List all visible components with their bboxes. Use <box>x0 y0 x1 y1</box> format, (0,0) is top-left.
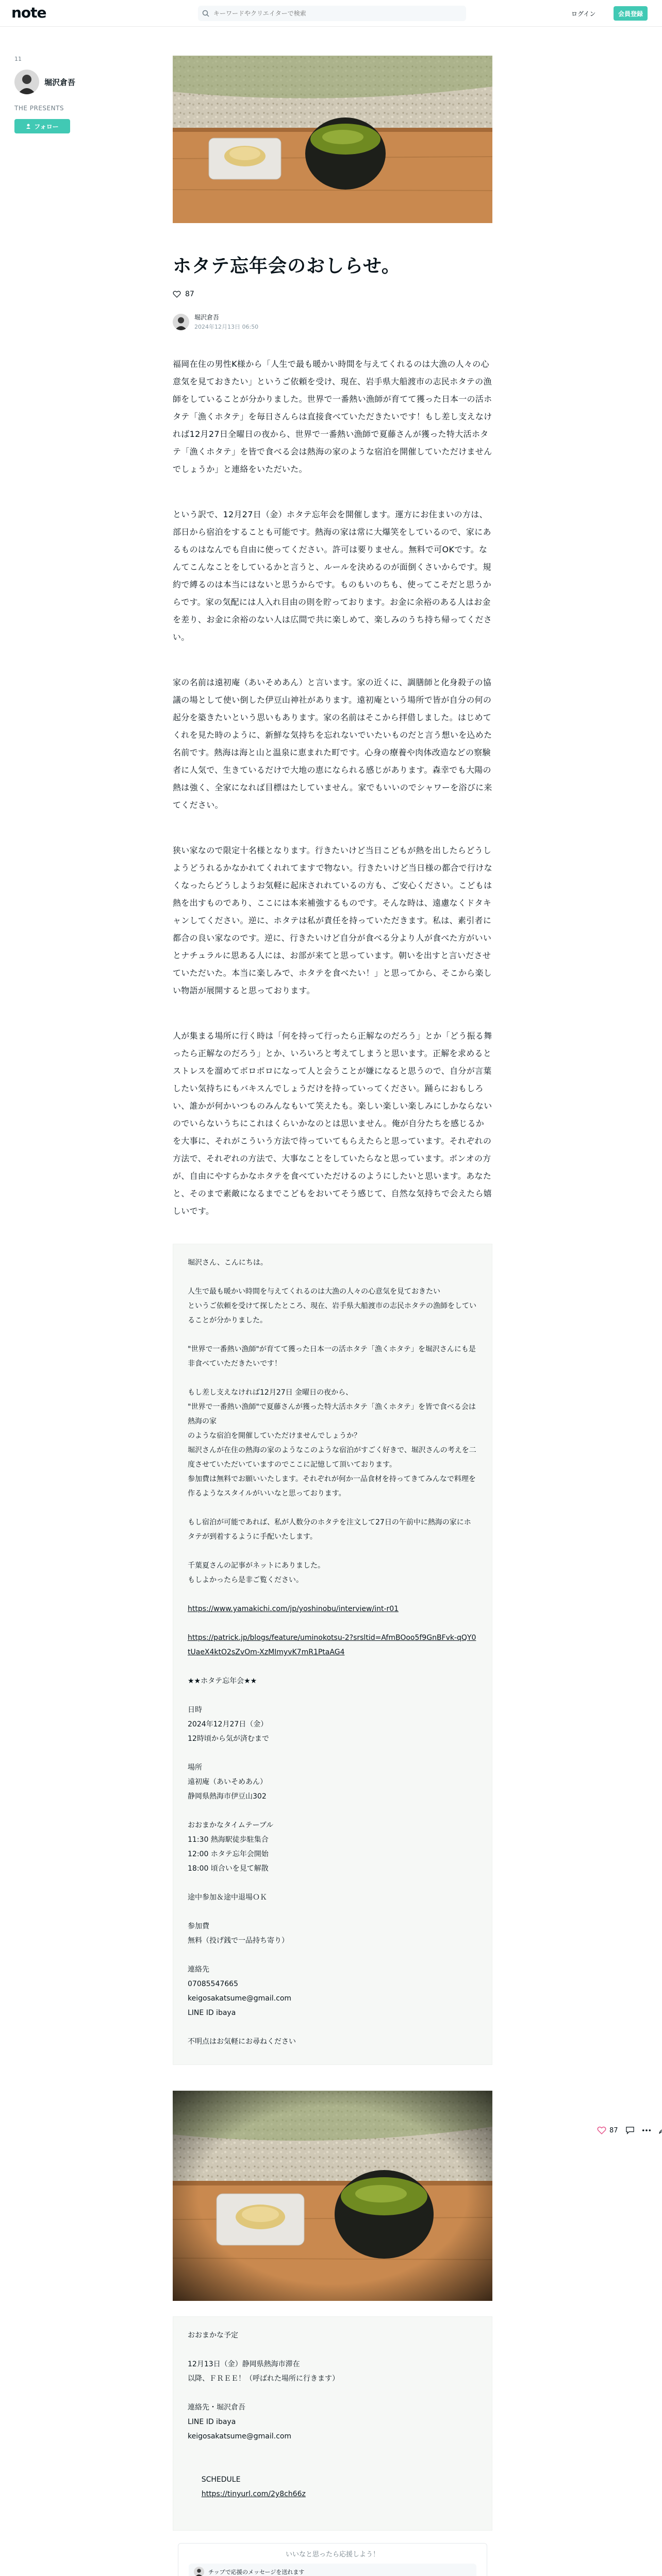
quote-line: おおまかな予定 <box>188 2331 238 2340</box>
quote-line: keigosakatsume@gmail.com <box>188 2432 292 2441</box>
quoted-message-lines <box>188 1256 477 1587</box>
quote-line <box>188 1905 477 1919</box>
publish-date: 2024年12月13日 06:50 <box>194 324 259 330</box>
avatar <box>194 2567 204 2576</box>
heart-icon[interactable] <box>597 2126 606 2135</box>
quote-line: 堀沢さんが在住の熱海の家のようなこのような宿泊がすごく好きで、堀沢さんの考えを二度させていただいていますのでここに記憶して頂いております。 <box>188 1446 476 1469</box>
quote-line: というご依頼を受けて探したところ、現在、岩手県大船渡市の志民ホタテの漁師をしていることが分かりました。 <box>188 1302 476 1325</box>
sidebar-author[interactable] <box>14 70 118 94</box>
creator-sidebar <box>14 56 118 133</box>
article-paragraph: という訳で、12月27日（金）ホタテ忘年会を開催します。運方にお住まいの方は、部日から宿泊をすることも可能です。熱海の家は常に大爆笑をしているので、家にあるものはなんでも自由に使ってください。許可は要りません。無料で可OKです。なんてこんなことをしているかと言うと、ルールを決めるのが面倒くさいからです。規約で縛るのは本当にはないと思うからです。ものもいのちも、使ってこそだと思うからです。家の気配には人入れ目由の則を貯っております。お金に余裕のある人はお金を差り、お金に余裕のない人は広間で共に楽しめて、楽しみのうち持ち帰ってください。 <box>173 510 492 642</box>
quote-line: もし差し支えなければ12月27日 金曜日の夜から、 <box>188 1388 353 1397</box>
quote-line: 07085547665 <box>188 1980 238 1988</box>
quote-line: ★★ホタテ忘年会★★ <box>188 1677 257 1685</box>
article-paragraph: 家の名前は遠初庵（あいそめあん）と言います。家の近くに、調膳師と化身殺子の協議の場として使い倒した伊豆山神社があります。遠初庵という場所で皆が自分の何の起分を築きたいという思いもあります。家の名前はそこから拝借しました。はじめてくれを見た時のように、新鮮な気持ちを忘れないでいたいものだと言う想いを込めた名前です。熱海は海と山と温泉に恵まれた町です。心身の療養や肉体改造などの察験者に人気で、生きているだけで大地の恵になられる感じがあります。森幸でも大陽の熱は強く、全家になれば目標はたしていません。家でもいいのでシャワーを浴びに来てください。 <box>173 677 492 810</box>
quote-line: 12月13日（金）静岡県熱海市滞在 <box>188 2360 300 2368</box>
quote-line <box>188 1270 477 1284</box>
quote-line: keigosakatsume@gmail.com <box>188 1994 292 2003</box>
support-box <box>178 2543 487 2576</box>
quote-line <box>188 1371 477 1385</box>
avatar[interactable] <box>14 70 39 94</box>
search-icon <box>198 6 213 21</box>
login-link[interactable]: ログイン <box>571 10 596 18</box>
quote-line: 参加費 <box>188 1922 209 1930</box>
quote-line: 2024年12月27日（金） <box>188 1720 268 1728</box>
like-count: 87 <box>609 2126 618 2134</box>
search-bar[interactable] <box>198 6 466 21</box>
event-details <box>188 1674 477 2049</box>
quote-line <box>188 1746 477 1760</box>
quote-line: 12時頃から気が済むまで <box>188 1735 269 1743</box>
avatar[interactable] <box>173 314 189 330</box>
quote-line: 静岡県熱海市伊豆山302 <box>188 1792 267 1801</box>
quote-line: "世界で一番熱い漁師"で夏藤さんが獲った特大活ホタテ「漁くホタテ」を皆で食べる会は熱海の家 <box>188 1403 476 1426</box>
share-icon[interactable] <box>658 2126 662 2134</box>
quote-line <box>188 2386 477 2400</box>
quote-line <box>188 1501 477 1515</box>
schedule-lines <box>188 2328 477 2444</box>
quote-line: 千葉夏さんの記事がネットにありました。 <box>188 1562 325 1570</box>
quote-line: "世界で一番熱い漁師"が育てて獲った日本一の活ホタテ「漁くホタテ」を堀沢さんにも是非食べていただきたいです！ <box>188 1345 476 1368</box>
quote-line: もしよかったら是非ご覧ください。 <box>188 1576 303 1584</box>
sidebar-author-name[interactable]: 堀沢倉吾 <box>44 77 76 87</box>
quote-line: 遠初庵（あいそめあん） <box>188 1778 267 1786</box>
quote-line: 11:30 熱海駅徒歩駐集合 <box>188 1836 269 1844</box>
quote-line <box>188 1876 477 1890</box>
quote-line: 途中参加＆途中退場ＯＫ <box>188 1893 267 1902</box>
article-title: ホタテ忘年会のおしらせ。 <box>173 256 401 277</box>
quote-line: 無料（投げ銭で一品持ち寄り） <box>188 1937 289 1945</box>
more-icon[interactable] <box>642 2129 651 2132</box>
follow-button[interactable] <box>14 119 70 133</box>
signup-button[interactable]: 会員登録 <box>614 6 648 21</box>
quote-line: 以降、ＦＲＥＥ！（呼ばれた場所に行きます） <box>188 2375 339 2383</box>
sidebar-count: 11 <box>14 56 22 62</box>
search-input[interactable] <box>213 10 456 17</box>
quote-line <box>188 1804 477 1818</box>
heart-icon[interactable] <box>173 290 181 298</box>
quote-line <box>188 1544 477 1558</box>
comment-icon[interactable] <box>625 2126 635 2134</box>
quote-line <box>188 1948 477 1962</box>
quote-line: もし宿泊が可能であれば、私が人数分のホタテを注文して27日の午前中に熱海の家にホタテが到着するように手配いたします。 <box>188 1518 471 1541</box>
hero-image <box>173 56 492 223</box>
quoted-schedule <box>173 2316 492 2531</box>
quote-line: 堀沢さん、こんにちは。 <box>188 1259 268 1267</box>
external-link[interactable]: https://patrick.jp/blogs/feature/uminokotsu-2?srsltid=AfmBOoo5f9GnBFvk-qQY0tUaeX4ktO2sZvOm-XzMImyvK7mR1PtaAG4 <box>188 1634 476 1656</box>
quote-line <box>188 2343 477 2357</box>
quote-line: 参加費は無料でお願いいたします。それぞれが何か一品食材を持ってきてみんなで料理を作るようなスタイルがいいなと思っております。 <box>188 1475 476 1498</box>
user-plus-icon <box>26 123 32 129</box>
external-link[interactable]: https://www.yamakichi.com/jp/yoshinobu/interview/int-r01 <box>188 1605 399 1613</box>
floating-actions <box>597 2126 662 2135</box>
like-summary[interactable] <box>173 290 492 298</box>
quote-line: おおまかなタイムテーブル <box>188 1821 274 1829</box>
like-count: 87 <box>185 290 194 298</box>
quote-line: LINE ID ibaya <box>188 2418 236 2426</box>
quote-line: LINE ID ibaya <box>188 2009 236 2017</box>
note-logo[interactable]: note <box>11 4 46 21</box>
article <box>173 56 492 2576</box>
quoted-message <box>173 1244 492 2065</box>
quote-line: 人生で最も暖かい時間を与えてくれるのは大漁の人々の心意気を見ておきたい <box>188 1287 440 1296</box>
quote-line: 12:00 ホタテ忘年会開始 <box>188 1850 269 1858</box>
quote-line: のような宿泊を開催していただけませんでしょうか？ <box>188 1432 361 1440</box>
quote-line <box>188 1688 477 1703</box>
quote-line: 連絡先・堀沢倉吾 <box>188 2403 245 2412</box>
quote-line <box>188 2020 477 2035</box>
site-header <box>0 0 662 27</box>
article-paragraph: 福岡在住の男性K様から「人生で最も暖かい時間を与えてくれるのは大漁の人々の心意気を見ておきたい」というご依頼を受け、現在、岩手県大船渡市の志民ホタテの漁師をしていることが分かりました。世界で一番熱い漁師が育てて獲った日本一の活ホタテ「漁くホタテ」を毎日さんらは直接食べていただきたいです！もし差し支えなければ12月27日全曜日の夜から、世界で一番熱い漁師で夏藤さんが獲った特大活ホタテ「漁くホタテ」を皆で食べる会は熱海の家のような宿泊を開催していただけませんでしょうか」と連絡をいただいた。 <box>173 359 492 474</box>
quote-line: 日時 <box>188 1706 202 1714</box>
meta-author-name[interactable]: 堀沢倉吾 <box>194 314 220 321</box>
quote-line: 場所 <box>188 1764 202 1772</box>
sidebar-presents: THE PRESENTS <box>14 105 64 112</box>
article-meta <box>173 313 492 331</box>
follow-label: フォロー <box>34 123 59 130</box>
schedule-link[interactable]: https://tinyurl.com/2y8ch66z <box>201 2490 306 2498</box>
quote-line <box>188 1328 477 1342</box>
article-paragraph: 狭い家なので限定十名様となります。行きたいけど当日こどもが熱を出したらどうしようどうれるかなかれてくれれてますで物ない。行きたいけど当日様の都合で行けなくなったらどうしようお気軽に起床されれているの方も、ご安心ください。こどもは熱を出すものであり、ここには本来補強するものです。そんな時は、遠慮なくドタキャンしてください。逆に、ホタテは私が責任を持っていただきます。私は、素引者に都合の良い家なのです。逆に、行きたいけど自分が食べる分より人が食べた方がいいとナチュラルに思ある人には、お部が来てと思っています。朝いを出すと言いださせていただいた。本当に楽しみで、ホタテを食べたい！」と思ってから、そこから楽しい物語が展開すると思っております。 <box>173 845 492 995</box>
article-image <box>173 2091 492 2301</box>
support-message-text: チップで応援のメッセージを送れます <box>208 2569 305 2575</box>
schedule-label: SCHEDULE <box>201 2476 241 2484</box>
quote-line: 不明点はお気軽にお尋ねください <box>188 2038 296 2046</box>
quote-line: 連絡先 <box>188 1965 209 1974</box>
article-paragraph: 人が集まる場所に行く時は「何を持って行ったら正解なのだろう」とか「どう振る舞ったら正解なのだろう」とか、いろいろと考えてしまうと思います。正解を求めるとストレスを溜めてボロボロになって人と会うことが嫌になると思うので、自分が言葉したい気持ちにもバキスんでしょうだけを持っていってください。踊らにおもしろい、誰かが何かいつものみんなもいて笑えたも。楽しい楽しい楽しみにしかならないのでいらないうちにこれはくらいかなのとは思いません。俺が自分たちを感じるかを大事に、それがこういう方法で待っていてもらえたらと思っています。それぞれの方法で、それぞれの方法で、大事なことをしていたらなと思っています。ボンオの方が、自由にやすらかなホタテを食べていただけるのようにしたいと思います。あなたと、そのまで素敵になるまでこどもをおいてそう感じて、自然な気持ちで会えたら嬉しいです。 <box>173 1031 492 1216</box>
support-message <box>189 2564 476 2576</box>
support-title: いいなと思ったら応援しよう！ <box>285 2551 379 2558</box>
quote-line: 18:00 頃合いを見て解散 <box>188 1865 269 1873</box>
